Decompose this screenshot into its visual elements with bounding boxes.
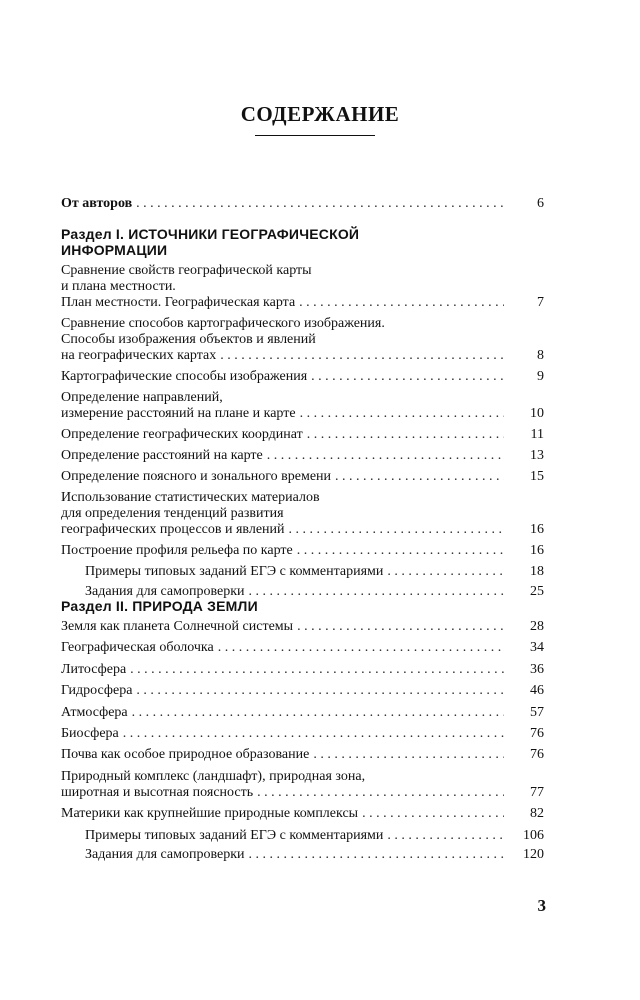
toc-entry-page: 28 xyxy=(530,619,544,634)
toc-entry-page: 11 xyxy=(530,427,544,442)
toc-entry[interactable] xyxy=(61,769,544,801)
toc-entry[interactable] xyxy=(61,469,544,485)
toc-entry-sub[interactable] xyxy=(61,828,544,844)
toc-entry[interactable] xyxy=(61,448,544,464)
toc-entry-line: Способы изображения объектов и явлений xyxy=(61,332,316,347)
toc-entry-line: для определения тенденций развития xyxy=(61,506,284,521)
toc-entry[interactable] xyxy=(61,726,544,742)
toc-entry-last-line xyxy=(61,369,508,385)
toc-entry-text xyxy=(61,705,508,721)
toc-entry-text xyxy=(61,543,508,559)
toc-entry-page: 16 xyxy=(530,543,544,558)
toc-entry-line: Сравнение способов картографического изображения. xyxy=(61,316,385,331)
toc-entry[interactable] xyxy=(61,263,544,311)
toc-entry-line: Атмосфера xyxy=(61,704,128,720)
section-2-entries xyxy=(61,619,544,863)
toc-entry-page: 106 xyxy=(523,827,544,843)
toc-entry-last-line xyxy=(61,662,508,678)
leader-dots xyxy=(249,847,504,863)
toc-entry-last-line xyxy=(61,726,508,742)
leader-dots xyxy=(123,726,504,742)
section-heading-line: Раздел II. ПРИРОДА ЗЕМЛИ xyxy=(61,598,258,614)
toc-entry-page: 10 xyxy=(530,406,544,421)
toc-entry-line: Примеры типовых заданий ЕГЭ с комментариями xyxy=(85,827,384,843)
toc-entry-line: Картографические способы изображения xyxy=(61,369,308,384)
toc-entry-line: Биосфера xyxy=(61,725,119,741)
toc-entry[interactable] xyxy=(61,390,544,422)
toc-entry-text xyxy=(61,427,508,443)
toc-entry-line: Задания для самопроверки xyxy=(85,584,245,599)
toc-entry-last-line xyxy=(61,448,508,464)
toc-entry-page: 18 xyxy=(530,564,544,579)
toc-entry[interactable] xyxy=(61,806,544,822)
leader-dots xyxy=(313,747,504,763)
toc-entry[interactable] xyxy=(61,747,544,763)
toc-entry-line: и плана местности. xyxy=(61,279,176,294)
toc-entry-line: Сравнение свойств географической карты xyxy=(61,263,312,278)
toc-entry[interactable] xyxy=(61,705,544,721)
page-number: 3 xyxy=(537,896,546,915)
leader-dots xyxy=(300,406,504,422)
toc-entry-last-line xyxy=(61,469,508,485)
toc-entry-last-line xyxy=(85,828,508,844)
toc-entry-sub[interactable] xyxy=(61,564,544,580)
toc-entry-last-line xyxy=(61,619,508,635)
toc-entry-line: Гидросфера xyxy=(61,683,133,699)
toc-entry-text xyxy=(61,828,508,844)
title-underline xyxy=(255,135,375,136)
toc-entry-last-line xyxy=(61,785,508,801)
toc-entry-text xyxy=(61,316,508,364)
toc-entry-line: Почва как особое природное образование xyxy=(61,747,310,763)
toc-entry-text xyxy=(61,469,508,485)
toc-entry-page: 9 xyxy=(537,369,544,384)
toc-entry[interactable] xyxy=(61,490,544,538)
toc-entry-last-line xyxy=(61,640,508,656)
leader-dots xyxy=(267,448,504,464)
toc-entry-text xyxy=(61,196,508,212)
toc-entry-page: 34 xyxy=(530,640,544,656)
toc-entry-page: 25 xyxy=(530,584,544,599)
toc-entry-line: Земля как планета Солнечной системы xyxy=(61,619,294,634)
leader-dots xyxy=(220,348,504,364)
leader-dots xyxy=(136,196,504,212)
toc-entry-last-line xyxy=(85,564,508,580)
toc-entry-page: 8 xyxy=(537,348,544,363)
toc-entry-line: широтная и высотная поясность xyxy=(61,784,254,800)
leader-dots xyxy=(297,619,504,635)
toc-entry[interactable] xyxy=(61,640,544,656)
leader-dots xyxy=(299,295,504,311)
page-title: СОДЕРЖАНИЕ xyxy=(240,102,400,126)
toc-entry-page: 57 xyxy=(530,704,544,720)
section-1-heading[interactable] xyxy=(61,226,544,258)
toc-entry-line: Примеры типовых заданий ЕГЭ с комментариями xyxy=(85,564,384,579)
toc-entry-text xyxy=(61,390,508,422)
toc-entry-last-line xyxy=(61,406,508,422)
toc-entry-page: 36 xyxy=(530,661,544,677)
section-2 xyxy=(61,598,544,866)
toc-entry-last-line xyxy=(61,543,508,559)
toc-entry-text xyxy=(61,806,508,822)
leader-dots xyxy=(289,522,504,538)
leader-dots xyxy=(307,427,504,443)
toc-entry-text xyxy=(61,369,508,385)
toc-entry-sub[interactable] xyxy=(61,847,544,863)
toc-entry[interactable] xyxy=(61,543,544,559)
toc-entry[interactable] xyxy=(61,369,544,385)
toc-entry-text xyxy=(61,683,508,699)
toc-entry-text xyxy=(61,619,508,635)
toc-entry[interactable] xyxy=(61,619,544,635)
leader-dots xyxy=(218,640,504,656)
toc-entry-page: 15 xyxy=(530,469,544,484)
toc-entry-authors[interactable] xyxy=(61,196,544,212)
toc-entry-last-line xyxy=(85,847,508,863)
toc-entry-text xyxy=(61,564,508,580)
leader-dots xyxy=(136,683,504,699)
toc-entry-last-line xyxy=(61,705,508,721)
toc-entry-label: От авторов xyxy=(61,196,133,211)
toc-entry-page: 13 xyxy=(530,448,544,463)
toc-entry-line: Определение расстояний на карте xyxy=(61,448,263,463)
toc-entry-last-line xyxy=(61,747,508,763)
section-2-heading[interactable] xyxy=(61,598,544,614)
toc-entry-text xyxy=(61,448,508,464)
leader-dots xyxy=(130,662,504,678)
toc-entry-line: Задания для самопроверки xyxy=(85,846,245,862)
toc-entry[interactable] xyxy=(61,316,544,364)
toc-entry-last-line xyxy=(61,196,508,212)
toc-entry-text xyxy=(61,263,508,311)
toc-entry-line: Определение географических координат xyxy=(61,427,303,442)
toc-entry-line: Использование статистических материалов xyxy=(61,490,320,505)
toc-entry-line: измерение расстояний на плане и карте xyxy=(61,406,296,421)
toc-entry-page: 7 xyxy=(537,295,544,310)
toc-entry-page: 77 xyxy=(530,784,544,800)
toc-entry-line: Литосфера xyxy=(61,661,127,677)
leader-dots xyxy=(387,564,504,580)
toc-entry-line: План местности. Географическая карта xyxy=(61,295,296,310)
toc-entry-page: 6 xyxy=(537,196,544,211)
toc-entry-last-line xyxy=(61,427,508,443)
leader-dots xyxy=(311,369,504,385)
toc-entry[interactable] xyxy=(61,662,544,678)
toc-entry-last-line xyxy=(61,348,508,364)
toc-entry-page: 76 xyxy=(530,747,544,763)
toc-entry-line: Определение направлений, xyxy=(61,390,223,405)
toc-entry-line: географических процессов и явлений xyxy=(61,522,285,537)
toc-entry-text xyxy=(61,769,508,801)
section-1-entries xyxy=(61,263,544,600)
leader-dots xyxy=(362,806,504,822)
toc-entry-last-line xyxy=(61,683,508,699)
toc-entry-line: Географическая оболочка xyxy=(61,640,214,656)
toc-entry-text xyxy=(61,640,508,656)
leader-dots xyxy=(387,828,504,844)
toc-entry-page: 16 xyxy=(530,522,544,537)
section-heading-line: Раздел I. ИСТОЧНИКИ ГЕОГРАФИЧЕСКОЙ xyxy=(61,226,360,242)
toc-entry-page: 46 xyxy=(530,683,544,699)
leader-dots xyxy=(335,469,504,485)
toc-entry-text xyxy=(61,662,508,678)
toc-entry-text xyxy=(61,726,508,742)
toc-entry[interactable] xyxy=(61,427,544,443)
toc-entry-page: 120 xyxy=(523,846,544,862)
toc-entry-line: на географических картах xyxy=(61,348,217,363)
leader-dots xyxy=(257,785,504,801)
toc-entry-last-line xyxy=(61,806,508,822)
toc-entry-line: Определение поясного и зонального времени xyxy=(61,469,332,484)
toc-entry-line: Построение профиля рельефа по карте xyxy=(61,543,293,558)
section-1 xyxy=(61,226,544,604)
section-heading-line: ИНФОРМАЦИИ xyxy=(61,242,168,258)
toc-entry[interactable] xyxy=(61,683,544,699)
toc-entry-text xyxy=(61,490,508,538)
toc-entry-text xyxy=(61,747,508,763)
toc-entry-text xyxy=(61,847,508,863)
toc-entry-line: Материки как крупнейшие природные комплексы xyxy=(61,806,359,822)
toc-entry-last-line xyxy=(61,295,508,311)
toc-entry-line: Природный комплекс (ландшафт), природная зона, xyxy=(61,768,366,784)
leader-dots xyxy=(297,543,504,559)
leader-dots xyxy=(132,705,504,721)
toc-entry-last-line xyxy=(61,522,508,538)
toc-entry-page: 76 xyxy=(530,725,544,741)
toc-entry-page: 82 xyxy=(530,806,544,822)
